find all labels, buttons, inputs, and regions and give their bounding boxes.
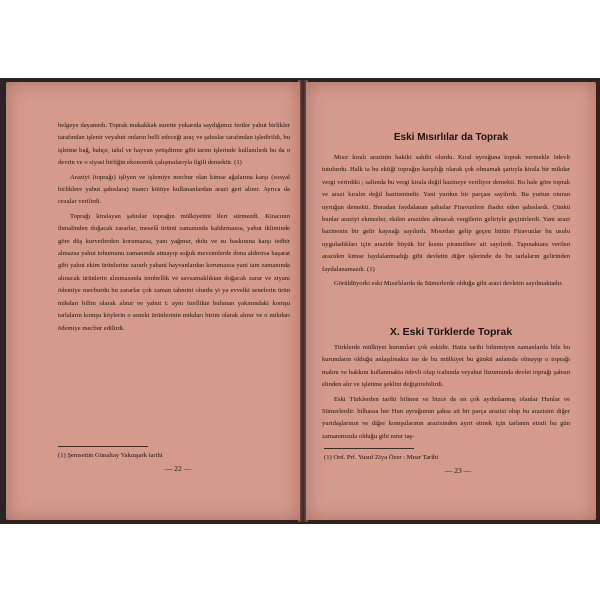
footnote-rule xyxy=(58,446,148,447)
page-number: — 22 — xyxy=(164,464,192,473)
footnote: (1) Şemsettin Günaltay Yakınşark tarihi xyxy=(58,452,163,459)
footnote: (1) Ord. Prf. Yusuf Ziya Özer : Mısır Tarihi xyxy=(324,454,439,461)
paragraph: Toprağı kiralayan şahıslar toprağın mülkiyetini ileri sürmezdi. Kiracının ihmalinden doğacak zararlar, meselâ ürünü zamanında kaldırmazsa, yahut ikliminde göre düş kurvetlerden korumazsa, yanı yağmur, dolu ve su baskınına karşı tedbir almazsa yahut tohumunu zamanında atmayıp soğuk mevsimlerde dona aldırırsa haşarat gibi yahut ekim ürünlerine zararlı yabani hayvanlardan korumazsa yani tam zamanında alınacak ürünlerin alınmasında tembellik ve savsamaklıktan doğacak zarar ve ziyanı ödemiye mecburdu bu zararlar çok zaman tahmini olurdu yi ya evvelki senelerin ürün mikdarı bilim olarak alınır ve yahut t: aynı özellikte bulunan yakınındaki komşu tarlaların komşu köylerin o seneki ürünlerinin mikdarı birim olarak alınır ve o mikdarı ödemiye mecbur edilirdi. xyxy=(58,212,290,332)
right-page-body-1 xyxy=(322,152,570,292)
paragraph: Araziyi (toprağı) işliyen ve işlemiye mecbur olan kimse ağalarına karşı (sosyal birliklere yahut şahıslara) inancı kötüye kullananlardan arazi geri alınır. Ayrıca da cezalar verilirdi. xyxy=(58,173,290,206)
right-page-body-2 xyxy=(322,342,570,445)
page-number: — 23 — xyxy=(444,466,472,475)
paragraph: Mısır kıralı arazinin hakiki sahibi olurdu. Kıral uyruğuna toprak vermekle ödevli tutulurdu. Halk ta bu ektiği toprağın karşılığı olarak çok olmamak şartıyla kirala bir mikdar vergi verirdiki ; saltında bu vergi kirala değil hazineye veriliyor demekti. Bu hale göre toprak ve arazi kıralın değil hazinenindir. Yani yurdun bir parçası sayılırdı. Bu yurtun oturan uyruğun demekti. Buradan faydalanan şahıslar Firavunlere ibadet eden şahıslardı. Çünkü bunlar araziyi ekmezler, ekilen araziden almacak vergilerin geliriyle geçinirlerdi. Yani arazi hazinenin bir gelir kaynağı sayılırdı. Mısırdan gelip geçen bütün Firavunlar bu usulu uyguladıkları için arazide büyük bir kısmı piramitlere ait sayılırdı. Tapınaktara verilen araziden kimse faydalanmadığı gibi devletin diğer işlerinde de bu tarlaların gelirinden faydalanamazdı. (1) xyxy=(322,154,570,273)
paragraph: Türklerde mülkiyet kurumları çok eskidir. Hatta tarihi bilinmiyen zamanlarda bile bu kurumların olduğu anlaşılmakta ise de bu mülkiyet bu günkü anlamda olmayıp o toprağı malını ve hakkını kullanmakta ödevli olup icabında veyahut lüzumunda devlet toprağı şahsın elinden alır ve işletime şeklini değiştirebilirdi. xyxy=(322,344,570,389)
section-heading: X. Eski Türklerde Toprak xyxy=(389,326,513,338)
footnote-rule xyxy=(324,448,414,449)
left-page xyxy=(6,82,300,520)
right-page xyxy=(306,82,596,520)
paragraph: Eski Türklerden tarihi bilinen ve bizce de en çok aydınlanmış olanlar Hunlar ve Sümerlerdir. bilhassa her Hun uyruğunun şahsa ait bir parça arazisi olup bu arazisini diğer yurtdaşlarının ve diğer komşularının arazisinden ayırt etmek için tarlanın etrafı bu gün zamanımızda olduğu gibi nınır taş- xyxy=(322,395,570,440)
paragraph: Görüldüyorki eski Mısırlılarda da Sümerlerde olduğu gibi arazi devletin sayılmaktadır. xyxy=(334,280,563,288)
section-heading: Eski Mısırlılar da Toprak xyxy=(393,132,509,143)
left-page-body xyxy=(58,120,290,337)
paragraph: belgeye dayanırdı. Toprak mukakkak surette yukarıda saydığımız fertler yahut birlikler tarafından işlenir veyahut onların belli edeceği araç ve şahıslar tarafından işledirildi, bu işletme bağ, bahçe, tahıl ve hayvan yetişdirme gibi tarım işlerinde kullanılırdı bu da o devrin ve o siyasi birliğin ekonomik çalışmalarıyla ilgili demektir. (1) xyxy=(58,122,290,167)
